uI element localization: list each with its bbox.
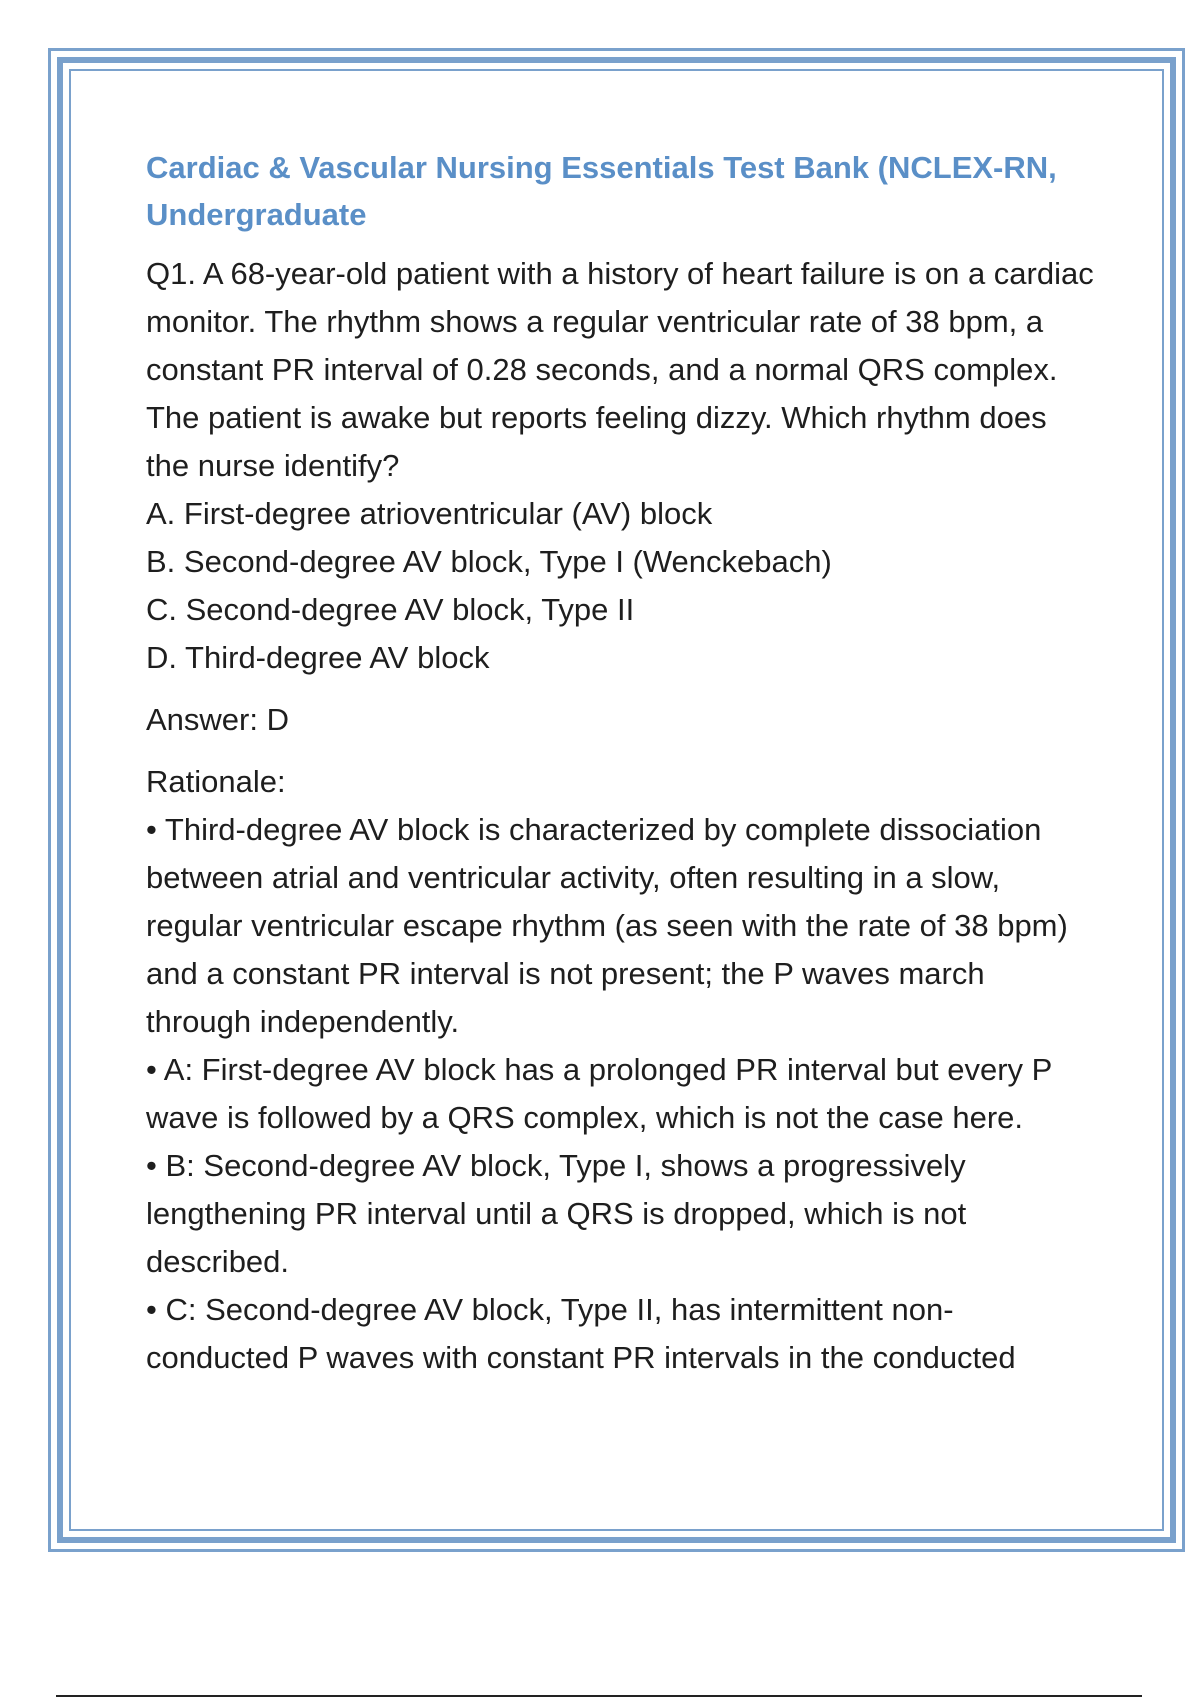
bullet-icon: •	[146, 1292, 157, 1327]
bullet-icon: •	[146, 1148, 157, 1183]
rationale-item	[146, 806, 1096, 1046]
rationale-list	[146, 806, 1096, 1382]
footer-divider	[56, 1695, 1142, 1697]
option-d: D. Third-degree AV block	[146, 640, 490, 675]
rationale-text: B: Second-degree AV block, Type I, shows a progressively lengthening PR interval until a QRS is dropped, which is not described.	[146, 1148, 967, 1279]
answer-options	[146, 490, 1096, 682]
option-c: C. Second-degree AV block, Type II	[146, 592, 635, 627]
rationale-text: C: Second-degree AV block, Type II, has intermittent non-conducted P waves with constant PR intervals in the conducted	[146, 1292, 1016, 1375]
rationale-label: Rationale:	[146, 764, 286, 799]
bullet-icon: •	[146, 812, 157, 847]
option-a: A. First-degree atrioventricular (AV) block	[146, 496, 713, 531]
rationale-item	[146, 1286, 1096, 1382]
question-text: Q1. A 68-year-old patient with a history of heart failure is on a cardiac monitor. The rhythm shows a regular ventricular rate of 38 bpm, a constant PR interval of 0.28 seconds, and a normal QRS complex. The patient is awake but reports feeling dizzy. Which rhythm does the nurse identify?	[146, 256, 1094, 483]
answer-text: Answer: D	[146, 702, 289, 737]
option-b: B. Second-degree AV block, Type I (Wenckebach)	[146, 544, 832, 579]
rationale-text: A: First-degree AV block has a prolonged PR interval but every P wave is followed by a QRS complex, which is not the case here.	[146, 1052, 1052, 1135]
rationale-item	[146, 1142, 1096, 1286]
document-title: Cardiac & Vascular Nursing Essentials Test Bank (NCLEX-RN, Undergraduate	[146, 150, 1057, 232]
document-content	[146, 144, 1096, 1382]
rationale-item	[146, 1046, 1096, 1142]
rationale-text: Third-degree AV block is characterized by complete dissociation between atrial and ventricular activity, often resulting in a slow, regular ventricular escape rhythm (as seen with the rate of 38 bpm) and a constant PR interval is not present; the P waves march through independently.	[146, 812, 1068, 1039]
bullet-icon: •	[146, 1052, 157, 1087]
